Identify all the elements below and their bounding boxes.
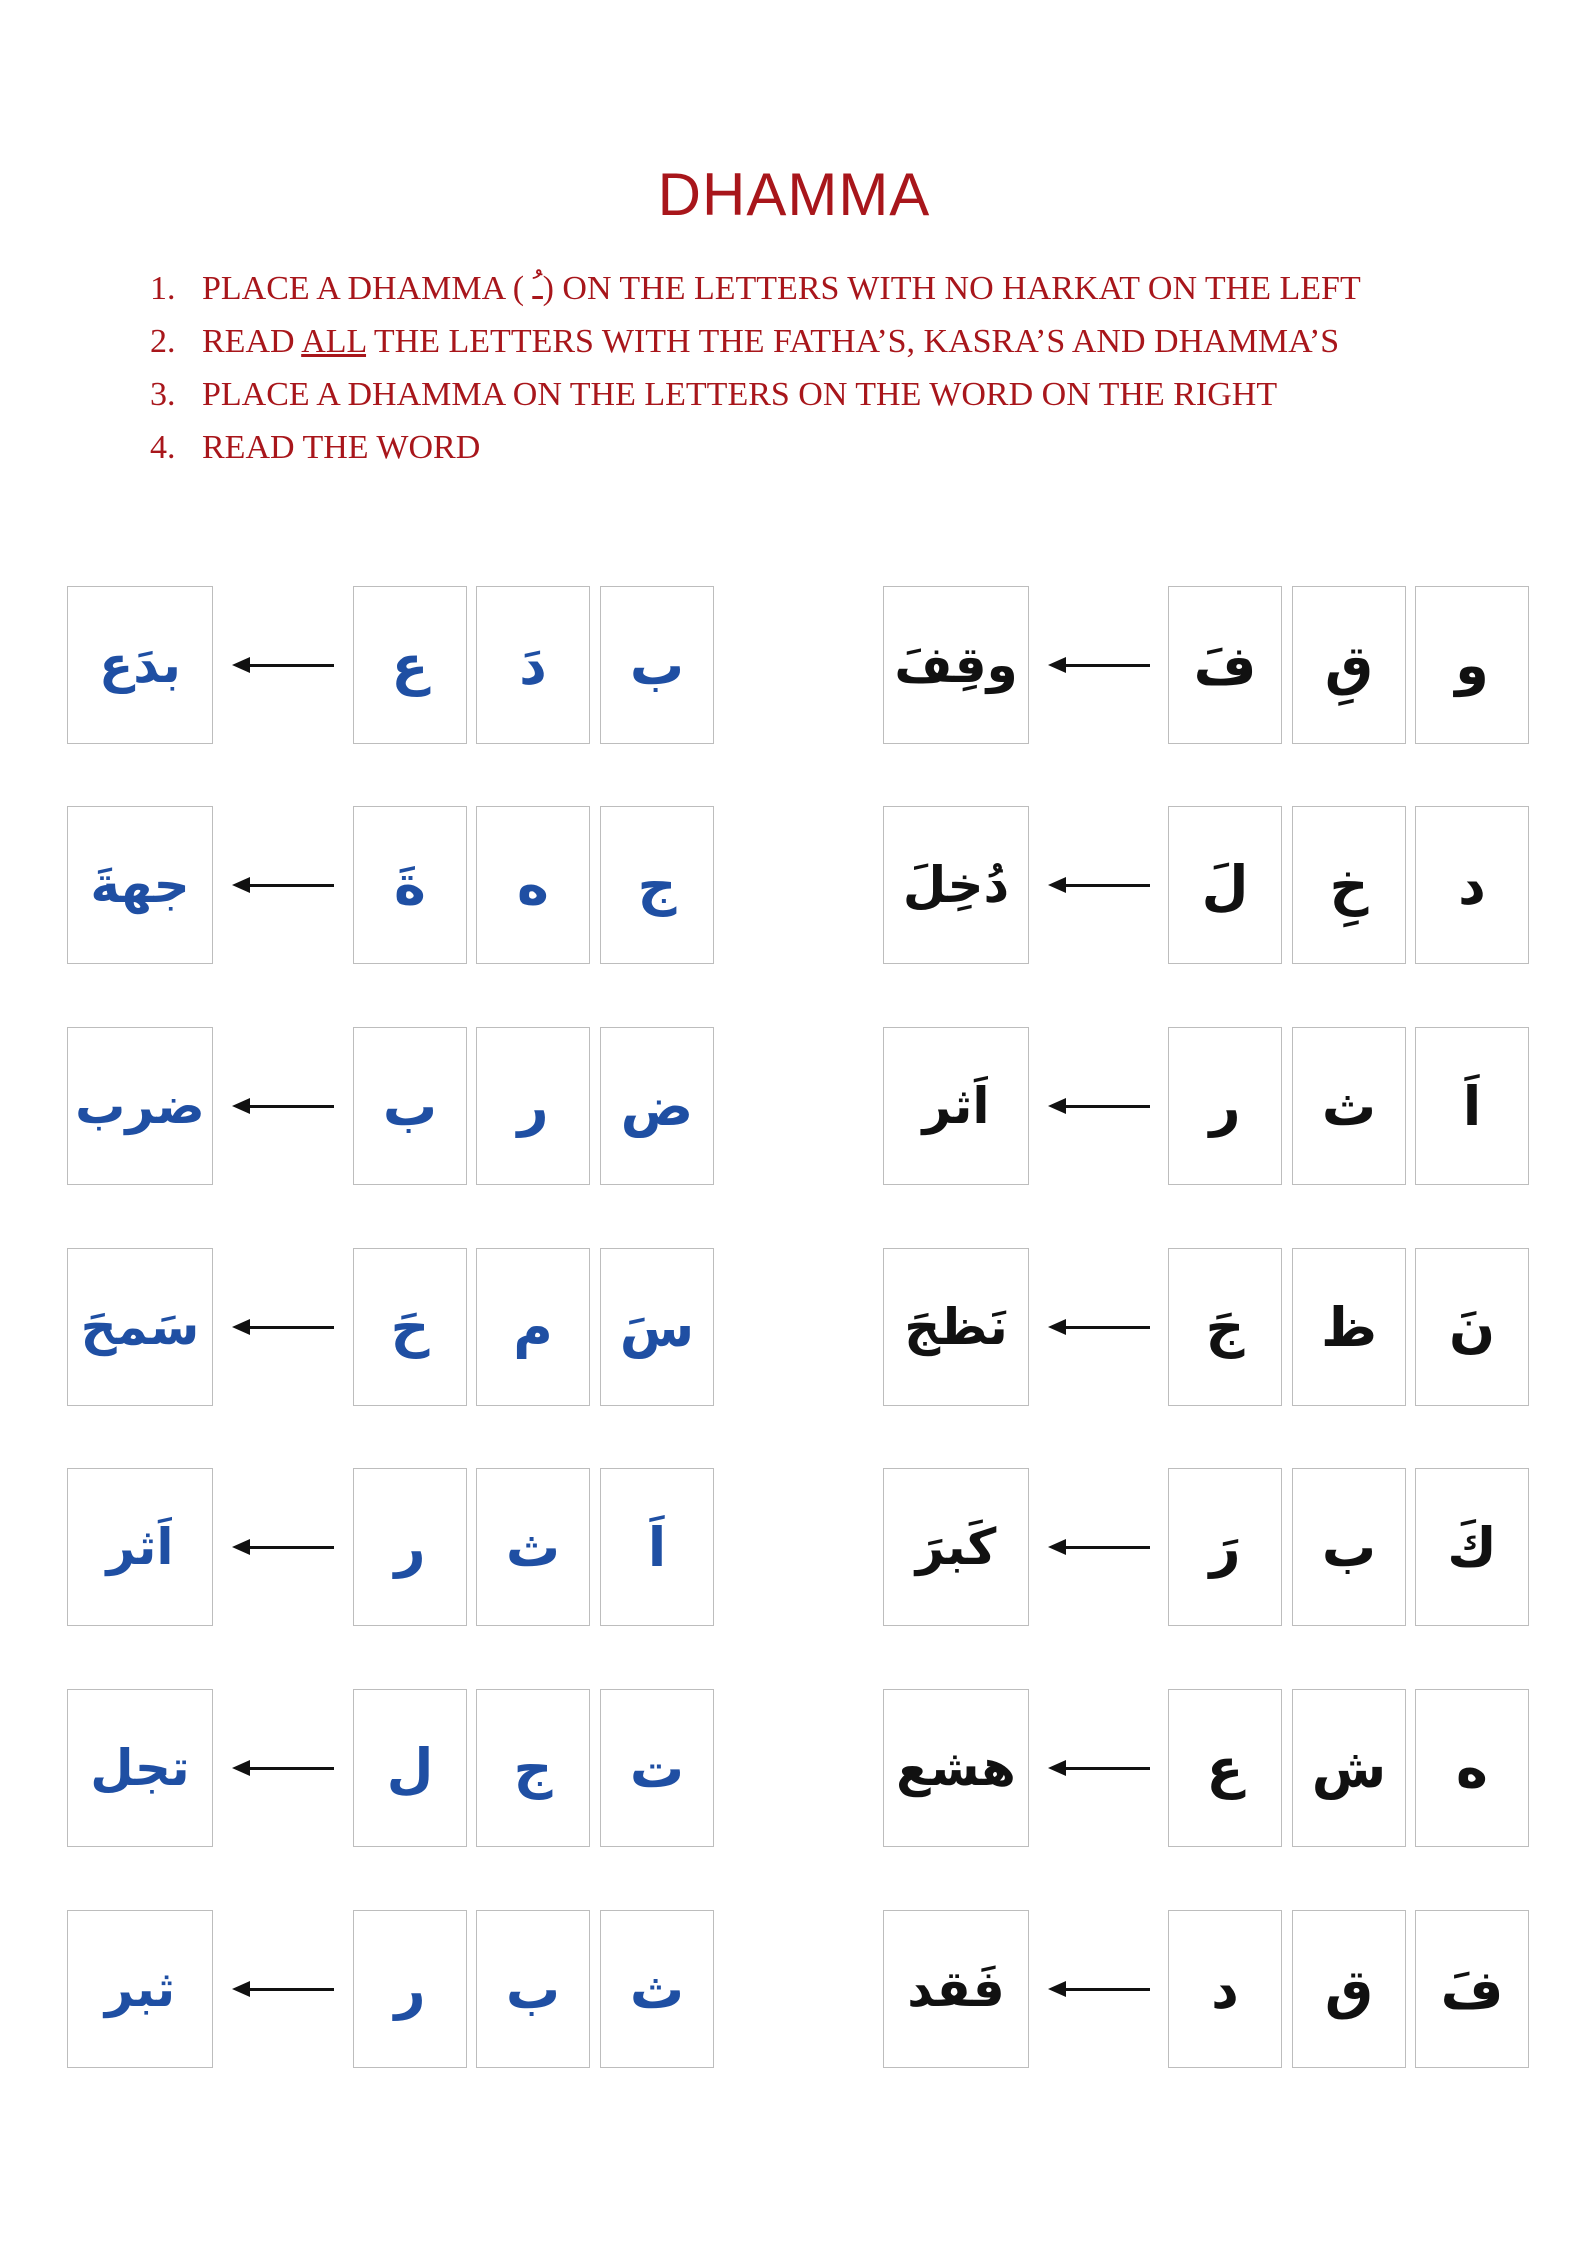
letter-box: رَ: [1168, 1468, 1282, 1626]
instruction-item: [150, 315, 1361, 368]
word-box: ثبر: [67, 1910, 213, 2068]
letter-box: ب: [1292, 1468, 1406, 1626]
left-arrow-icon: [232, 1096, 334, 1116]
letter-box: ج: [600, 806, 714, 964]
letter-box: اَ: [1415, 1027, 1529, 1185]
word-box: اَثر: [883, 1027, 1029, 1185]
instruction-number: 3.: [150, 376, 176, 413]
instruction-text: PLACE A DHAMMA ( ـُ) ON THE LETTERS WITH NO HARKAT ON THE LEFT: [202, 270, 1361, 307]
letter-box: م: [476, 1248, 590, 1406]
word-box: فَقد: [883, 1910, 1029, 2068]
letter-box: ب: [600, 586, 714, 744]
instruction-number: 2.: [150, 323, 176, 360]
instruction-item: [150, 421, 1361, 474]
letter-box: ر: [1168, 1027, 1282, 1185]
letter-box: ق: [1292, 1910, 1406, 2068]
instruction-text: THE LETTERS WITH THE FATHA’S, KASRA’S AND DHAMMA’S: [366, 323, 1340, 360]
letter-box: ض: [600, 1027, 714, 1185]
left-arrow-icon: [232, 1758, 334, 1778]
letter-box: كَ: [1415, 1468, 1529, 1626]
left-arrow-icon: [1048, 655, 1150, 675]
page-title: DHAMMA: [657, 161, 931, 228]
letter-box: ب: [476, 1910, 590, 2068]
letter-box: ع: [1168, 1689, 1282, 1847]
letter-box: لَ: [1168, 806, 1282, 964]
word-box: كَبرَ: [883, 1468, 1029, 1626]
instruction-number: 4.: [150, 429, 176, 466]
left-arrow-icon: [1048, 1758, 1150, 1778]
letter-box: دَ: [476, 586, 590, 744]
instructions-list: [150, 262, 1361, 474]
left-arrow-icon: [1048, 1096, 1150, 1116]
letter-box: نَ: [1415, 1248, 1529, 1406]
word-box: ضرب: [67, 1027, 213, 1185]
letter-box: ت: [600, 1689, 714, 1847]
letter-box: جَ: [1168, 1248, 1282, 1406]
letter-box: ث: [600, 1910, 714, 2068]
letter-box: ر: [353, 1910, 467, 2068]
instruction-item: [150, 368, 1361, 421]
letter-box: ظ: [1292, 1248, 1406, 1406]
left-arrow-icon: [1048, 1317, 1150, 1337]
word-box: جهةَ: [67, 806, 213, 964]
instruction-number: 1.: [150, 270, 176, 307]
instruction-emphasis: ALL: [301, 323, 367, 360]
instruction-text: PLACE A DHAMMA ON THE LETTERS ON THE WORD ON THE RIGHT: [202, 376, 1278, 413]
letter-box: ج: [476, 1689, 590, 1847]
instruction-text: READ: [202, 323, 302, 360]
letter-box: ث: [1292, 1027, 1406, 1185]
word-box: دُخِلَ: [883, 806, 1029, 964]
left-arrow-icon: [232, 655, 334, 675]
letter-box: ع: [353, 586, 467, 744]
left-arrow-icon: [1048, 1979, 1150, 1999]
letter-box: فَ: [1168, 586, 1282, 744]
instruction-item: [150, 262, 1361, 315]
letter-box: اَ: [600, 1468, 714, 1626]
letter-box: ث: [476, 1468, 590, 1626]
left-arrow-icon: [232, 875, 334, 895]
letter-box: ه: [476, 806, 590, 964]
letter-box: ش: [1292, 1689, 1406, 1847]
left-arrow-icon: [232, 1537, 334, 1557]
word-box: بدَع: [67, 586, 213, 744]
letter-box: د: [1168, 1910, 1282, 2068]
letter-box: ب: [353, 1027, 467, 1185]
word-box: اَثر: [67, 1468, 213, 1626]
letter-box: سَ: [600, 1248, 714, 1406]
word-box: تجل: [67, 1689, 213, 1847]
word-box: نَظجَ: [883, 1248, 1029, 1406]
instruction-text: READ THE WORD: [202, 429, 481, 466]
letter-box: ه: [1415, 1689, 1529, 1847]
letter-box: ر: [476, 1027, 590, 1185]
word-box: سَمحَ: [67, 1248, 213, 1406]
letter-box: ل: [353, 1689, 467, 1847]
letter-box: فَ: [1415, 1910, 1529, 2068]
left-arrow-icon: [232, 1979, 334, 1999]
left-arrow-icon: [232, 1317, 334, 1337]
letter-box: حَ: [353, 1248, 467, 1406]
letter-box: خِ: [1292, 806, 1406, 964]
letter-box: ر: [353, 1468, 467, 1626]
word-box: هشع: [883, 1689, 1029, 1847]
letter-box: قِ: [1292, 586, 1406, 744]
letter-box: د: [1415, 806, 1529, 964]
left-arrow-icon: [1048, 875, 1150, 895]
letter-box: ةَ: [353, 806, 467, 964]
left-arrow-icon: [1048, 1537, 1150, 1557]
letter-box: و: [1415, 586, 1529, 744]
word-box: وقِفَ: [883, 586, 1029, 744]
